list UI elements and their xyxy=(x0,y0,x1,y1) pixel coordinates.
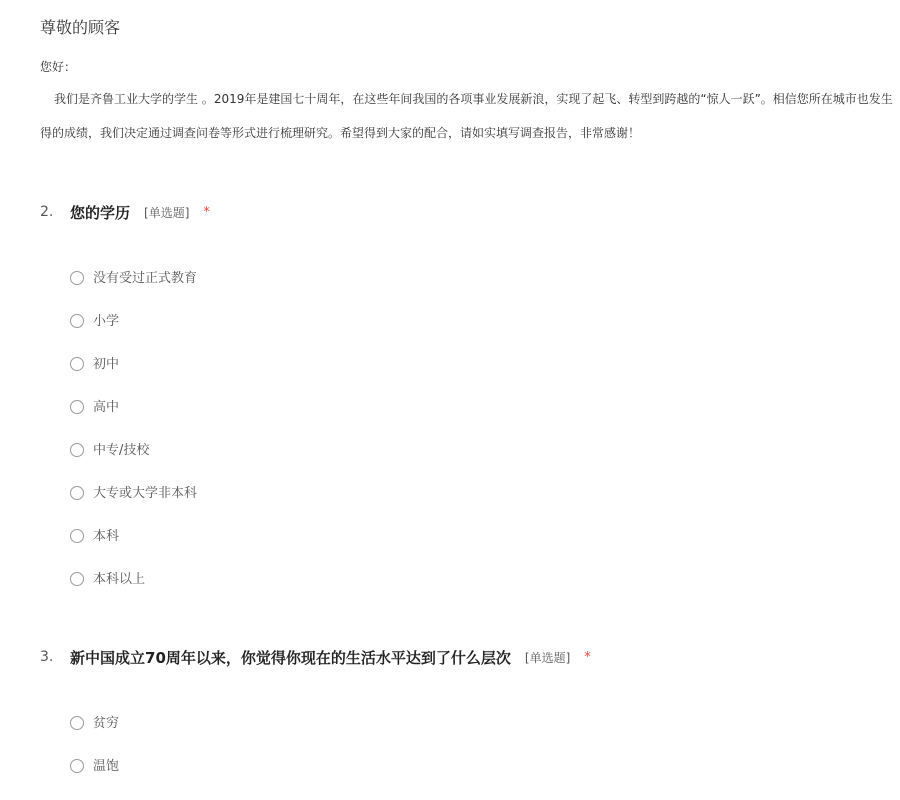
option-label: 中专/技校 xyxy=(93,443,150,458)
option-label: 大专或大学非本科 xyxy=(93,486,198,501)
required-marker: * xyxy=(203,204,210,220)
option-label: 初中 xyxy=(93,357,120,372)
question-title: 新中国成立70周年以来，你觉得你现在的生活水平达到了什么层次 xyxy=(70,648,511,667)
greeting-title: 尊敬的顾客 xyxy=(40,18,121,37)
intro-paragraph-line-1: 我们是齐鲁工业大学的学生 。2019年是建国七十周年，在这些年间我国的各项事业发展新浪，实现了起飞、转型到跨越的“惊人一跃”。相信您所在城市也发生 xyxy=(54,92,893,106)
option-label: 小学 xyxy=(93,314,120,329)
radio-button[interactable] xyxy=(70,443,84,457)
option-poor[interactable] xyxy=(40,714,900,757)
radio-button[interactable] xyxy=(70,716,84,730)
question-header xyxy=(40,199,900,225)
radio-button[interactable] xyxy=(70,572,84,586)
option-senior-high[interactable] xyxy=(40,398,900,441)
required-marker: * xyxy=(584,649,591,665)
radio-button[interactable] xyxy=(70,400,84,414)
option-list xyxy=(40,714,900,800)
option-label: 本科以上 xyxy=(93,572,146,587)
option-technical-school[interactable] xyxy=(40,441,900,484)
intro-paragraph-line-2: 得的成绩，我们决定通过调查问卷等形式进行梳理研究。希望得到大家的配合，请如实填写调查报告，非常感谢！ xyxy=(40,126,641,140)
question-title: 您的学历 xyxy=(70,203,131,222)
option-junior-high[interactable] xyxy=(40,355,900,398)
question-number: 2. xyxy=(40,204,54,220)
option-college-non-bachelor[interactable] xyxy=(40,484,900,527)
question-type-label: [单选题] xyxy=(144,205,190,220)
radio-button[interactable] xyxy=(70,759,84,773)
option-label: 温饱 xyxy=(93,759,120,774)
question-living-standard xyxy=(40,644,900,800)
option-no-formal-education[interactable] xyxy=(40,269,900,312)
option-bachelor[interactable] xyxy=(40,527,900,570)
question-header xyxy=(40,644,900,670)
option-primary-school[interactable] xyxy=(40,312,900,355)
option-label: 没有受过正式教育 xyxy=(93,271,198,286)
option-list xyxy=(40,269,900,613)
option-subsistence[interactable] xyxy=(40,757,900,800)
option-label: 本科 xyxy=(93,529,120,544)
radio-button[interactable] xyxy=(70,486,84,500)
radio-button[interactable] xyxy=(70,271,84,285)
question-education xyxy=(40,199,900,613)
question-number: 3. xyxy=(40,649,54,665)
option-label: 高中 xyxy=(93,400,120,415)
hello-text: 您好： xyxy=(40,60,77,74)
radio-button[interactable] xyxy=(70,357,84,371)
option-above-bachelor[interactable] xyxy=(40,570,900,613)
option-label: 贫穷 xyxy=(93,716,120,731)
radio-button[interactable] xyxy=(70,529,84,543)
question-type-label: [单选题] xyxy=(524,650,571,665)
radio-button[interactable] xyxy=(70,314,84,328)
